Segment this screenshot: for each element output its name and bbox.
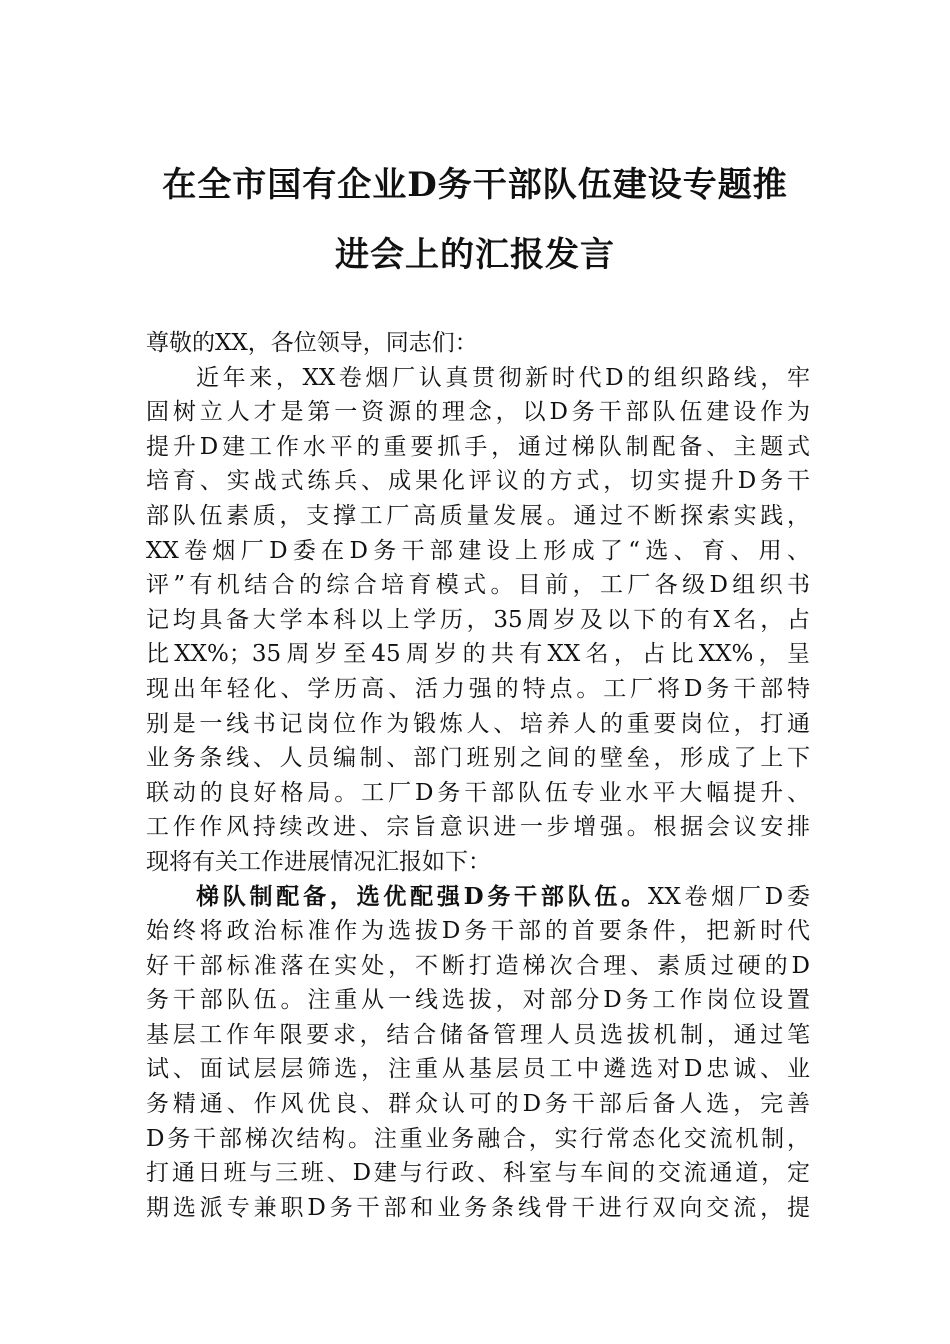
paragraph-2-first-line [146,880,810,915]
text-line: 评”有机结合的综合培育模式。目前，工厂各级D组织书 [146,572,810,599]
text-line: 固树立人才是第一资源的理念，以D务干部队伍建设作为 [146,399,810,426]
text-line: 联动的良好格局。工厂D务干部队伍专业水平大幅提升、 [146,779,810,806]
salutation: 尊敬的XX，各位领导，同志们： [146,330,478,356]
text-line: 打通日班与三班、D建与行政、科室与车间的交流通道，定 [146,1160,810,1187]
text-line: 务干部队伍。注重从一线选拔，对部分D务工作岗位设置 [146,987,810,1014]
text-line: 始终将政治标准作为选拔D务干部的首要条件，把新时代 [146,918,810,945]
text-line: XX卷烟厂D委在D务干部建设上形成了“选、育、用、 [146,537,810,564]
text-line: 基层工作年限要求，结合储备管理人员选拔机制，通过笔 [146,1021,810,1048]
text-line: 工作作风持续改进、宗旨意识进一步增强。根据会议安排 [146,814,810,841]
text-line: 记均具备大学本科以上学历，35周岁及以下的有X名，占 [146,606,810,633]
text-line: D务干部梯次结构。注重业务融合，实行常态化交流机制， [146,1125,810,1152]
text-line: 培育、实战式练兵、成果化评议的方式，切实提升D务干 [146,468,810,495]
text-line: 务精通、作风优良、群众认可的D务干部后备人选，完善 [146,1091,810,1118]
text-line: 现将有关工作进展情况汇报如下： [146,848,491,875]
text-line: 现出年轻化、学历高、活力强的特点。工厂将D务干部特 [146,675,810,702]
text-line: 别是一线书记岗位作为锻炼人、培养人的重要岗位，打通 [146,710,810,737]
text-line: 试、面试层层筛选，注重从基层员工中遴选对D忠诚、业 [146,1056,810,1083]
text-line: 部队伍素质，支撑工厂高质量发展。通过不断探索实践， [146,502,810,529]
document-body [146,326,810,1225]
text-line: 近年来，XX卷烟厂认真贯彻新时代D的组织路线，牢 [196,364,810,391]
text-line: 比XX%；35周岁至45周岁的共有XX名，占比XX%，呈 [146,641,810,668]
paragraph-2 [146,914,810,1225]
text-line: 业务条线、人员编制、部门班别之间的壁垒，形成了上下 [146,745,810,772]
text-line: 期选派专兼职D务干部和业务条线骨干进行双向交流，提 [146,1194,810,1221]
text-line: 提升D建工作水平的重要抓手，通过梯队制配备、主题式 [146,433,810,460]
document-title-line-1: 在全市国有企业D务干部队伍建设专题推 [162,165,788,205]
paragraph-1 [146,361,810,880]
document-title-line-2: 进会上的汇报发言 [335,235,615,275]
paragraph-2-heading: 梯队制配备，选优配强D务干部队伍。 [196,882,648,910]
paragraph-2-first-rest: XX卷烟厂D委 [647,883,810,910]
text-line: 好干部标准落在实处，不断打造梯次合理、素质过硬的D [146,952,810,979]
